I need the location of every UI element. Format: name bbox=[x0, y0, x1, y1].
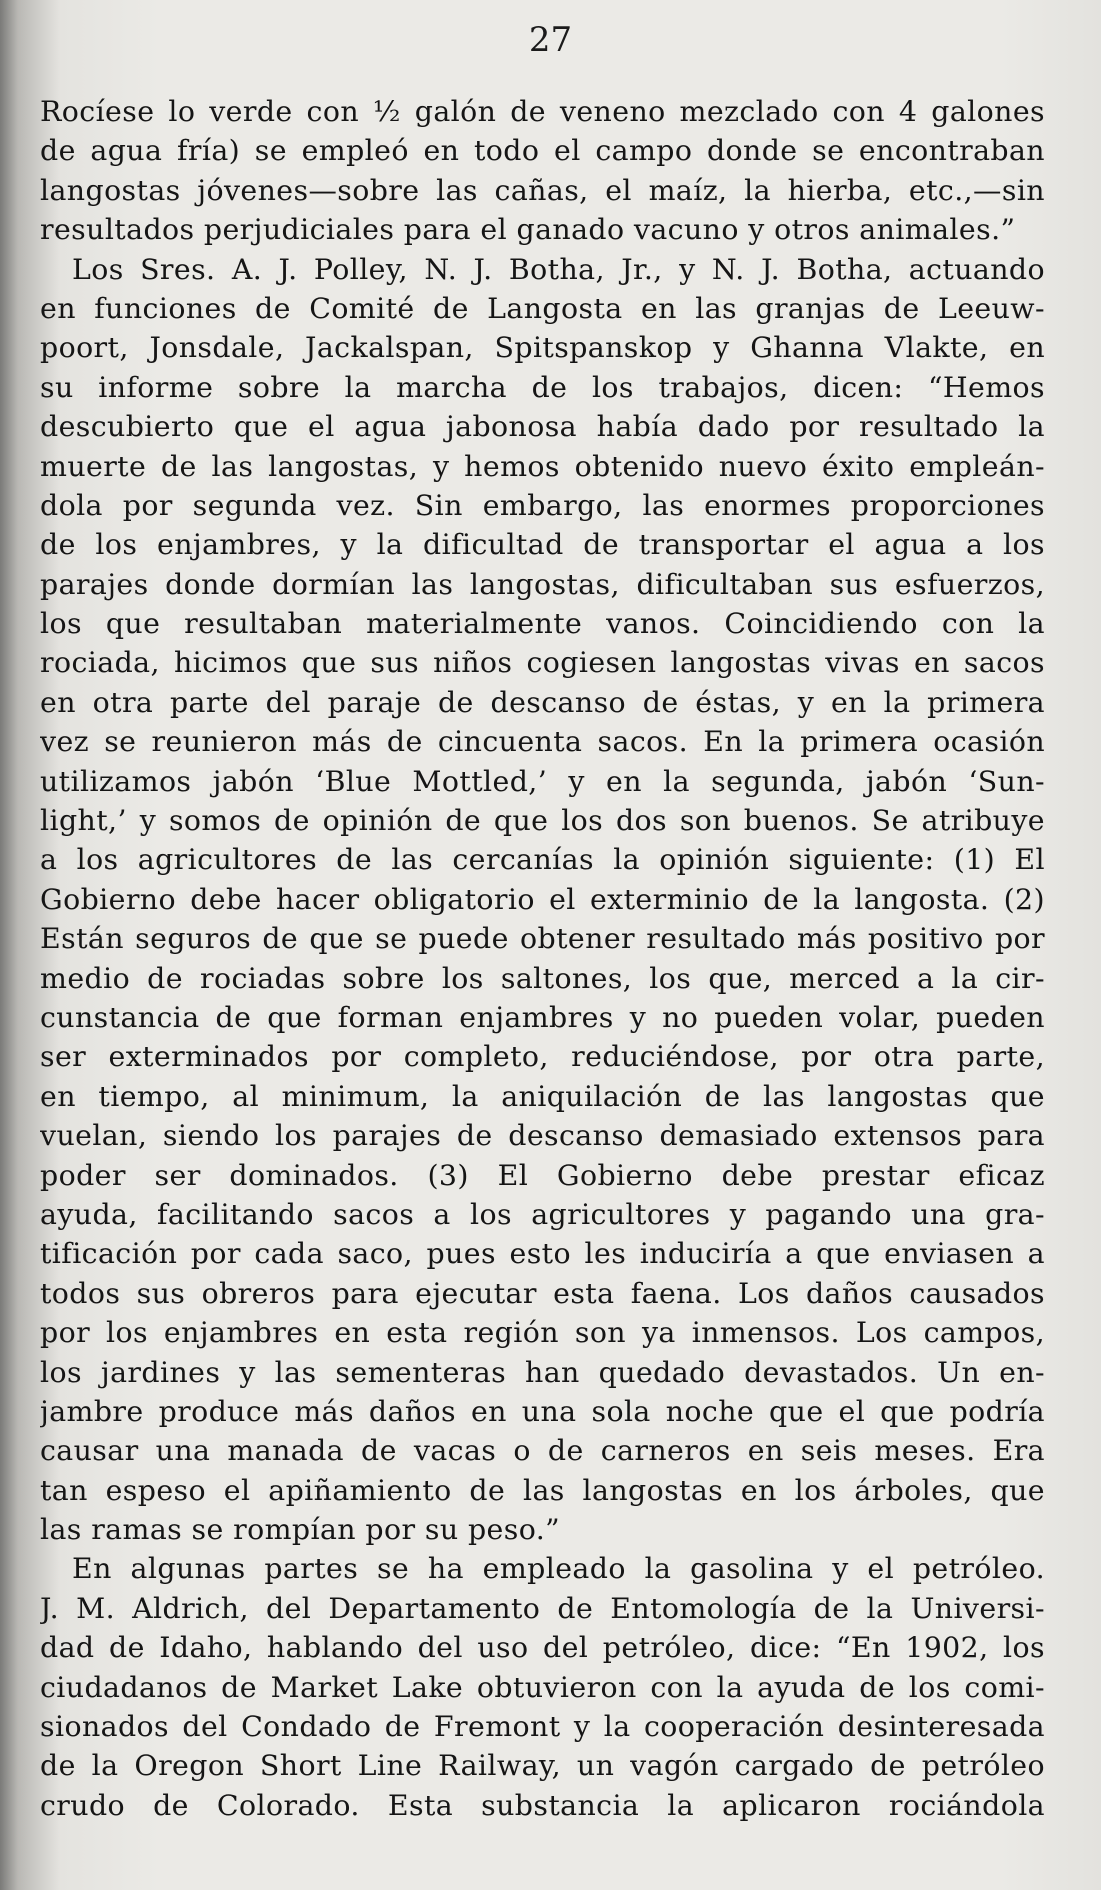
text-line: descubierto que el agua jabonosa había dado por resultado la bbox=[40, 410, 1045, 444]
text-line: sionados del Condado de Fremont y la cooperación desinteresada bbox=[40, 1710, 1045, 1744]
text-line: rociada, hicimos que sus niños cogiesen langostas vivas en sacos bbox=[40, 646, 1045, 680]
text-line: En algunas partes se ha empleado la gasolina y el petróleo. bbox=[72, 1552, 1045, 1586]
text-line: ciudadanos de Market Lake obtuvieron con la ayuda de los comi- bbox=[40, 1670, 1045, 1704]
text-line: jambre produce más daños en una sola noche que el que podría bbox=[40, 1394, 1045, 1428]
text-line: en funciones de Comité de Langosta en las granjas de Leeuw- bbox=[40, 291, 1045, 325]
text-line: de los enjambres, y la dificultad de transportar el agua a los bbox=[40, 528, 1045, 562]
text-line: cunstancia de que forman enjambres y no pueden volar, pueden bbox=[40, 1000, 1045, 1034]
text-line: tan espeso el apiñamiento de las langostas en los árboles, que bbox=[40, 1473, 1045, 1507]
text-line: de agua fría) se empleó en todo el campo donde se encontraban bbox=[40, 134, 1045, 168]
text-line: crudo de Colorado. Esta substancia la aplicaron rociándola bbox=[40, 1788, 1045, 1822]
text-line: vuelan, siendo los parajes de descanso demasiado extensos para bbox=[40, 1119, 1045, 1153]
body-text bbox=[40, 92, 1045, 1825]
text-line: Gobierno debe hacer obligatorio el exterminio de la langosta. (2) bbox=[40, 882, 1045, 916]
text-line: su informe sobre la marcha de los trabajos, dicen: “Hemos bbox=[40, 370, 1045, 404]
text-line: J. M. Aldrich, del Departamento de Entomología de la Universi- bbox=[40, 1591, 1045, 1625]
text-line: los que resultaban materialmente vanos. Coincidiendo con la bbox=[40, 607, 1045, 641]
text-line: todos sus obreros para ejecutar esta faena. Los daños causados bbox=[40, 1276, 1045, 1310]
text-line: Rocíese lo verde con ½ galón de veneno mezclado con 4 galones bbox=[40, 95, 1045, 128]
text-line: langostas jóvenes—sobre las cañas, el maíz, la hierba, etc.,—sin bbox=[40, 173, 1045, 207]
text-line: utilizamos jabón ‘Blue Mottled,’ y en la segunda, jabón ‘Sun- bbox=[40, 764, 1045, 798]
text-line: parajes donde dormían las langostas, dificultaban sus esfuerzos, bbox=[40, 567, 1045, 601]
text-line: light,’ y somos de opinión de que los dos son buenos. Se atribuye bbox=[40, 804, 1045, 838]
text-line: Están seguros de que se puede obtener resultado más positivo por bbox=[40, 922, 1045, 956]
text-line: dad de Idaho, hablando del uso del petróleo, dice: “En 1902, los bbox=[40, 1631, 1045, 1665]
text-line: Los Sres. A. J. Polley, N. J. Botha, Jr., y N. J. Botha, actuando bbox=[72, 252, 1045, 286]
text-line: en otra parte del paraje de descanso de éstas, y en la primera bbox=[40, 685, 1045, 719]
text-line: ser exterminados por completo, reduciéndose, por otra parte, bbox=[40, 1040, 1045, 1074]
text-line: poder ser dominados. (3) El Gobierno debe prestar eficaz bbox=[40, 1158, 1045, 1192]
text-line: resultados perjudiciales para el ganado vacuno y otros animales.” bbox=[40, 213, 1016, 247]
text-line: dola por segunda vez. Sin embargo, las enormes proporciones bbox=[40, 488, 1045, 522]
text-line: medio de rociadas sobre los saltones, los que, merced a la cir- bbox=[40, 961, 1045, 995]
text-line: a los agricultores de las cercanías la opinión siguiente: (1) El bbox=[40, 843, 1045, 877]
page-number: 27 bbox=[528, 20, 573, 60]
text-line: las ramas se rompían por su peso.” bbox=[40, 1513, 561, 1547]
text-line: tificación por cada saco, pues esto les induciría a que enviasen a bbox=[40, 1237, 1045, 1271]
text-line: poort, Jonsdale, Jackalspan, Spitspanskop y Ghanna Vlakte, en bbox=[40, 331, 1045, 365]
text-line: ayuda, facilitando sacos a los agricultores y pagando una gra- bbox=[40, 1197, 1045, 1231]
text-line: de la Oregon Short Line Railway, un vagón cargado de petróleo bbox=[40, 1749, 1045, 1783]
text-line: vez se reunieron más de cincuenta sacos. En la primera ocasión bbox=[40, 725, 1045, 759]
text-line: en tiempo, al minimum, la aniquilación de las langostas que bbox=[40, 1079, 1045, 1113]
text-line: muerte de las langostas, y hemos obtenido nuevo éxito empleán- bbox=[40, 449, 1045, 483]
text-line: los jardines y las sementeras han quedado devastados. Un en- bbox=[40, 1355, 1045, 1389]
text-line: causar una manada de vacas o de carneros en seis meses. Era bbox=[40, 1434, 1045, 1468]
text-line: por los enjambres en esta región son ya inmensos. Los campos, bbox=[40, 1316, 1045, 1350]
